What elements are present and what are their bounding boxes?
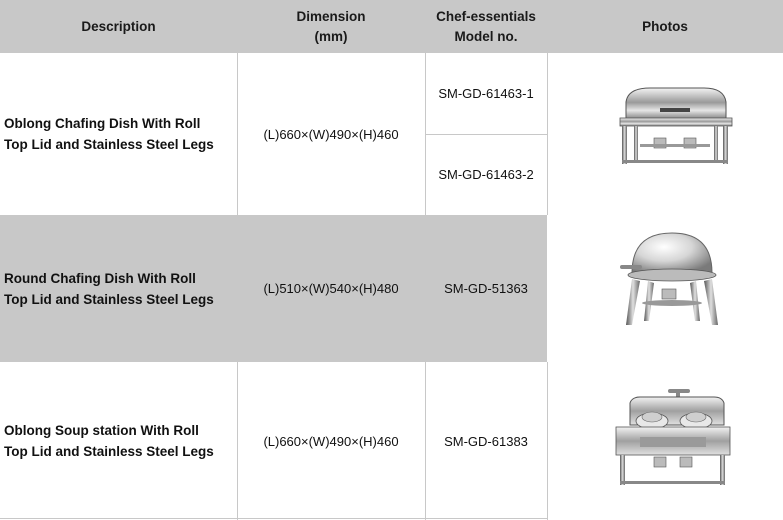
soup-station-image (610, 385, 736, 489)
row-3-bottom-line (0, 518, 547, 519)
header-model-brand: Chef-essentials (436, 8, 536, 24)
row-2-description-line2: Top Lid and Stainless Steel Legs (4, 291, 214, 307)
oblong-chafing-dish-image (610, 80, 740, 172)
row-1-description-line1: Oblong Chafing Dish With Roll (4, 116, 201, 131)
header-dimension (237, 0, 425, 53)
row-1-model-2: SM-GD-61463-2 (438, 167, 534, 182)
row-3-description-line2: Top Lid and Stainless Steel Legs (4, 444, 214, 459)
header-model-label: Model no. (454, 28, 518, 44)
round-chafing-dish-image (618, 225, 722, 333)
row-1-divider-c (547, 53, 548, 215)
header-dimension-unit: (mm) (314, 28, 348, 44)
header-photos (547, 0, 783, 53)
header-description (0, 0, 237, 53)
header-photos-label: Photos (642, 18, 688, 34)
row-1-description (0, 53, 237, 215)
row-1-description-line2: Top Lid and Stainless Steel Legs (4, 137, 214, 152)
row-1-divider-a (237, 53, 238, 215)
row-2-dimension: (L)510×(W)540×(H)480 (237, 215, 425, 362)
row-3-divider-b (425, 362, 426, 520)
header-model (425, 0, 547, 53)
row-3-description (0, 362, 237, 520)
row-1-dimension: (L)660×(W)490×(H)460 (263, 126, 399, 142)
row-2-model: SM-GD-51363 (425, 215, 547, 362)
row-2-description (0, 215, 237, 362)
header-dimension-label: Dimension (296, 8, 366, 24)
row-3-description-line1: Oblong Soup station With Roll (4, 423, 199, 438)
row-2-description-line1: Round Chafing Dish With Roll (4, 270, 196, 286)
row-3-divider-a (237, 362, 238, 520)
row-1-model-1: SM-GD-61463-1 (438, 86, 534, 101)
row-3-divider-c (547, 362, 548, 520)
row-1-model-divider (425, 134, 547, 135)
row-3-model: SM-GD-61383 (444, 433, 528, 449)
row-3-dimension: (L)660×(W)490×(H)460 (263, 433, 399, 449)
header-description-label: Description (81, 18, 156, 34)
